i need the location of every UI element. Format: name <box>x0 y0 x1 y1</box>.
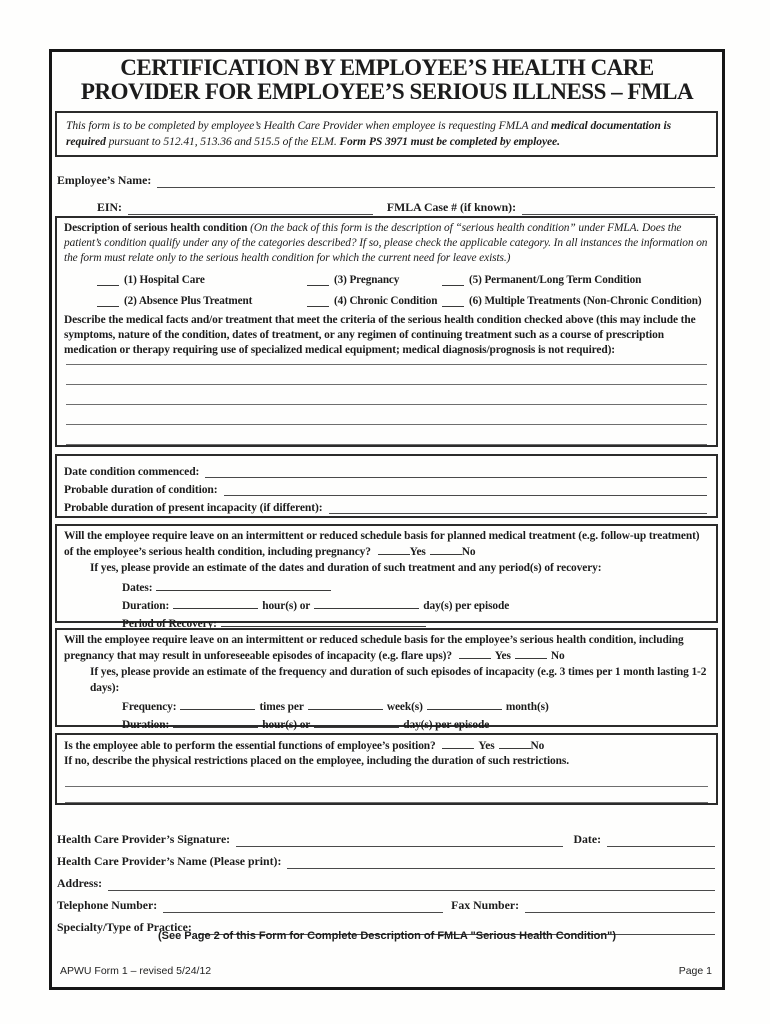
category-3-label: (3) Pregnancy <box>334 273 400 286</box>
flareups-question <box>64 633 709 664</box>
probable-duration-row <box>64 478 709 496</box>
planned-no-blank[interactable] <box>430 544 462 555</box>
description-heading-italic: (On the back of this form is the description of “serious health condition” under FMLA. Does the patient’s condition qualify under any of the categories described? If so, please check the applicable category. In all instances the information on the form must relate only to the serious health condition for which the current need for leave exists.) <box>64 222 708 265</box>
flareups-duration-label: Duration: <box>122 718 170 731</box>
describe-medical-facts-prompt: Describe the medical facts and/or treatment that meet the criteria of the serious health condition checked above (this may include the symptoms, nature of the condition, dates of treatment, or any regimen of continuing treatment such as a course of prescription medication or therapy requiring use of specialized medical equipment; medical diagnosis/prognosis is not required): <box>64 313 696 357</box>
category-4-check-blank[interactable] <box>307 296 329 307</box>
category-5-label: (5) Permanent/Long Term Condition <box>469 273 642 286</box>
form-title-line2: PROVIDER FOR EMPLOYEE’S SERIOUS ILLNESS – FMLA <box>80 79 694 104</box>
category-item-5 <box>442 274 709 286</box>
employee-identification-section <box>57 170 717 215</box>
category-3-check-blank[interactable] <box>307 275 329 286</box>
see-page-2-note: (See Page 2 of this Form for Complete Description of FMLA "Serious Health Condition") <box>158 930 616 942</box>
signature-date-field[interactable] <box>607 833 715 847</box>
present-incapacity-row <box>64 496 709 514</box>
probable-duration-field[interactable] <box>224 482 707 496</box>
category-2-check-blank[interactable] <box>97 296 119 307</box>
planned-question-text: Will the employee require leave on an intermittent or reduced schedule basis for planned medical treatment (e.g. follow-up treatment) of the employee’s serious health condition, including pregnancy? <box>64 530 700 559</box>
planned-dates-label: Dates: <box>122 581 153 594</box>
planned-treatment-question <box>64 529 709 560</box>
page-number: Page 1 <box>678 965 712 977</box>
planned-if-yes-text: If yes, please provide an estimate of the dates and duration of such treatment and any period(s) of recovery: <box>90 562 602 575</box>
category-item-2 <box>97 295 307 307</box>
category-row-1 <box>97 271 709 286</box>
frequency-label: Frequency: <box>122 700 177 713</box>
form-title <box>57 56 717 104</box>
category-1-check-blank[interactable] <box>97 275 119 286</box>
planned-hours-label: hour(s) or <box>262 599 311 612</box>
planned-dates-row <box>122 580 709 595</box>
essential-no-blank[interactable] <box>499 738 531 749</box>
flareups-duration-hours-field[interactable] <box>173 717 258 728</box>
provider-name-field[interactable] <box>287 855 715 869</box>
weeks-label: week(s) <box>386 700 423 713</box>
provider-signature-field[interactable] <box>236 833 563 847</box>
frequency-weeks-field[interactable] <box>308 699 383 710</box>
months-label: month(s) <box>505 700 549 713</box>
employee-name-label: Employee’s Name: <box>57 173 152 187</box>
specialty-label: Specialty/Type of Practice: <box>57 920 192 934</box>
category-1-label: (1) Hospital Care <box>124 273 205 286</box>
telephone-field[interactable] <box>163 899 443 913</box>
planned-duration-row <box>122 598 709 613</box>
essential-functions-box <box>55 733 718 805</box>
writing-line-2[interactable] <box>66 365 707 385</box>
employee-name-field[interactable] <box>157 174 715 188</box>
writing-line-3[interactable] <box>66 385 707 405</box>
flareups-if-yes-text: If yes, please provide an estimate of the frequency and duration of such episodes of incapacity (e.g. 3 times per 1 month lasting 1-2 days): <box>90 666 707 694</box>
intro-text-bold-1: medical documentation is required <box>66 119 672 148</box>
form-outer-border <box>49 49 725 990</box>
flareups-yes-blank[interactable] <box>459 648 491 659</box>
date-commenced-field[interactable] <box>205 464 707 478</box>
category-4-label: (4) Chronic Condition <box>334 294 438 307</box>
flareups-duration-row <box>122 717 709 732</box>
category-item-1 <box>97 274 307 286</box>
planned-no-label: No <box>461 546 476 559</box>
category-item-4 <box>307 295 442 307</box>
form-footer <box>60 965 712 977</box>
present-incapacity-label: Probable duration of present incapacity (if different): <box>64 501 323 514</box>
present-incapacity-field[interactable] <box>329 500 707 514</box>
planned-duration-days-field[interactable] <box>314 598 419 609</box>
intro-text-2: pursuant to 512.41, 513.36 and 515.5 of the ELM. <box>105 134 340 148</box>
form-title-line1: CERTIFICATION BY EMPLOYEE’S HEALTH CARE <box>120 55 654 80</box>
category-6-label: (6) Multiple Treatments (Non-Chronic Condition) <box>469 294 702 307</box>
fax-field[interactable] <box>525 899 715 913</box>
flareups-no-blank[interactable] <box>515 648 547 659</box>
planned-yes-blank[interactable] <box>378 544 410 555</box>
essential-yes-label: Yes <box>478 740 495 752</box>
telephone-label: Telephone Number: <box>57 898 158 912</box>
frequency-row <box>122 699 709 714</box>
frequency-times-field[interactable] <box>180 699 255 710</box>
serious-condition-description-box <box>55 216 718 447</box>
description-heading <box>64 221 709 267</box>
condition-category-list <box>97 271 709 307</box>
flareups-duration-days-field[interactable] <box>314 717 399 728</box>
times-per-label: times per <box>259 700 304 713</box>
essential-functions-question <box>64 738 709 754</box>
ein-label: EIN: <box>97 200 122 214</box>
category-item-3 <box>307 274 442 286</box>
flareups-question-text: Will the employee require leave on an intermittent or reduced schedule basis for the employee’s serious health condition, including pregnancy that may result in unforeseeable episodes of incapacity (e.g. flare ups)? <box>64 634 684 663</box>
planned-duration-hours-field[interactable] <box>173 598 258 609</box>
ein-case-row <box>57 197 717 215</box>
provider-signature-label: Health Care Provider’s Signature: <box>57 832 231 846</box>
description-heading-bold: Description of serious health condition <box>64 222 251 234</box>
category-2-label: (2) Absence Plus Treatment <box>124 294 253 307</box>
fmla-case-field[interactable] <box>522 201 715 215</box>
provider-signature-section <box>57 830 717 935</box>
address-row <box>57 874 717 891</box>
phone-fax-row <box>57 896 717 913</box>
date-label: Date: <box>573 832 601 846</box>
ein-field[interactable] <box>128 201 373 215</box>
essential-yes-blank[interactable] <box>442 738 474 749</box>
intro-text-1: This form is to be completed by employee’s Health Care Provider when employee is requesting FMLA and <box>66 119 552 132</box>
planned-treatment-box <box>55 524 718 630</box>
provider-name-row <box>57 852 717 869</box>
writing-line-4[interactable] <box>66 405 707 425</box>
flareups-yes-label: Yes <box>494 650 511 663</box>
planned-yes-label: Yes <box>409 546 426 559</box>
restrictions-line-2[interactable] <box>65 787 708 803</box>
medical-facts-writing-area <box>66 358 707 445</box>
intro-instructions-box <box>55 111 718 157</box>
planned-duration-label: Duration: <box>122 599 170 612</box>
address-field[interactable] <box>108 877 715 891</box>
fmla-case-label: FMLA Case # (if known): <box>386 200 517 214</box>
flareups-no-label: No <box>550 650 565 663</box>
form-revision-id: APWU Form 1 – revised 5/24/12 <box>60 965 212 977</box>
planned-dates-field[interactable] <box>156 580 331 591</box>
planned-days-label: day(s) per episode <box>423 599 510 612</box>
essential-no-label: No <box>530 740 545 752</box>
date-commenced-label: Date condition commenced: <box>64 465 200 478</box>
flareups-box <box>55 628 718 731</box>
writing-line-1[interactable] <box>66 358 707 365</box>
category-5-check-blank[interactable] <box>442 275 464 286</box>
restrictions-line-1[interactable] <box>65 769 708 787</box>
essential-if-no-text: If no, describe the physical restrictions placed on the employee, including the duration of such restrictions. <box>64 755 569 768</box>
provider-name-label: Health Care Provider’s Name (Please print): <box>57 854 282 868</box>
employee-name-row <box>57 170 717 188</box>
signature-row <box>57 830 717 847</box>
condition-dates-box <box>55 454 718 518</box>
probable-duration-label: Probable duration of condition: <box>64 483 218 496</box>
category-item-6 <box>442 295 709 307</box>
category-row-2 <box>97 292 709 307</box>
writing-line-5[interactable] <box>66 425 707 445</box>
date-commenced-row <box>64 460 709 478</box>
address-label: Address: <box>57 876 103 890</box>
planned-recovery-field[interactable] <box>221 616 426 627</box>
flareups-hours-label: hour(s) or <box>262 718 311 731</box>
flareups-days-label: day(s) per episode <box>403 718 490 731</box>
essential-question-text: Is the employee able to perform the essential functions of employee’s position? <box>64 740 439 752</box>
frequency-months-field[interactable] <box>427 699 502 710</box>
fax-label: Fax Number: <box>451 898 519 912</box>
category-6-check-blank[interactable] <box>442 296 464 307</box>
intro-text-bold-2: Form PS 3971 must be completed by employee. <box>339 134 560 148</box>
planned-recovery-label: Period of Recovery: <box>122 617 217 630</box>
